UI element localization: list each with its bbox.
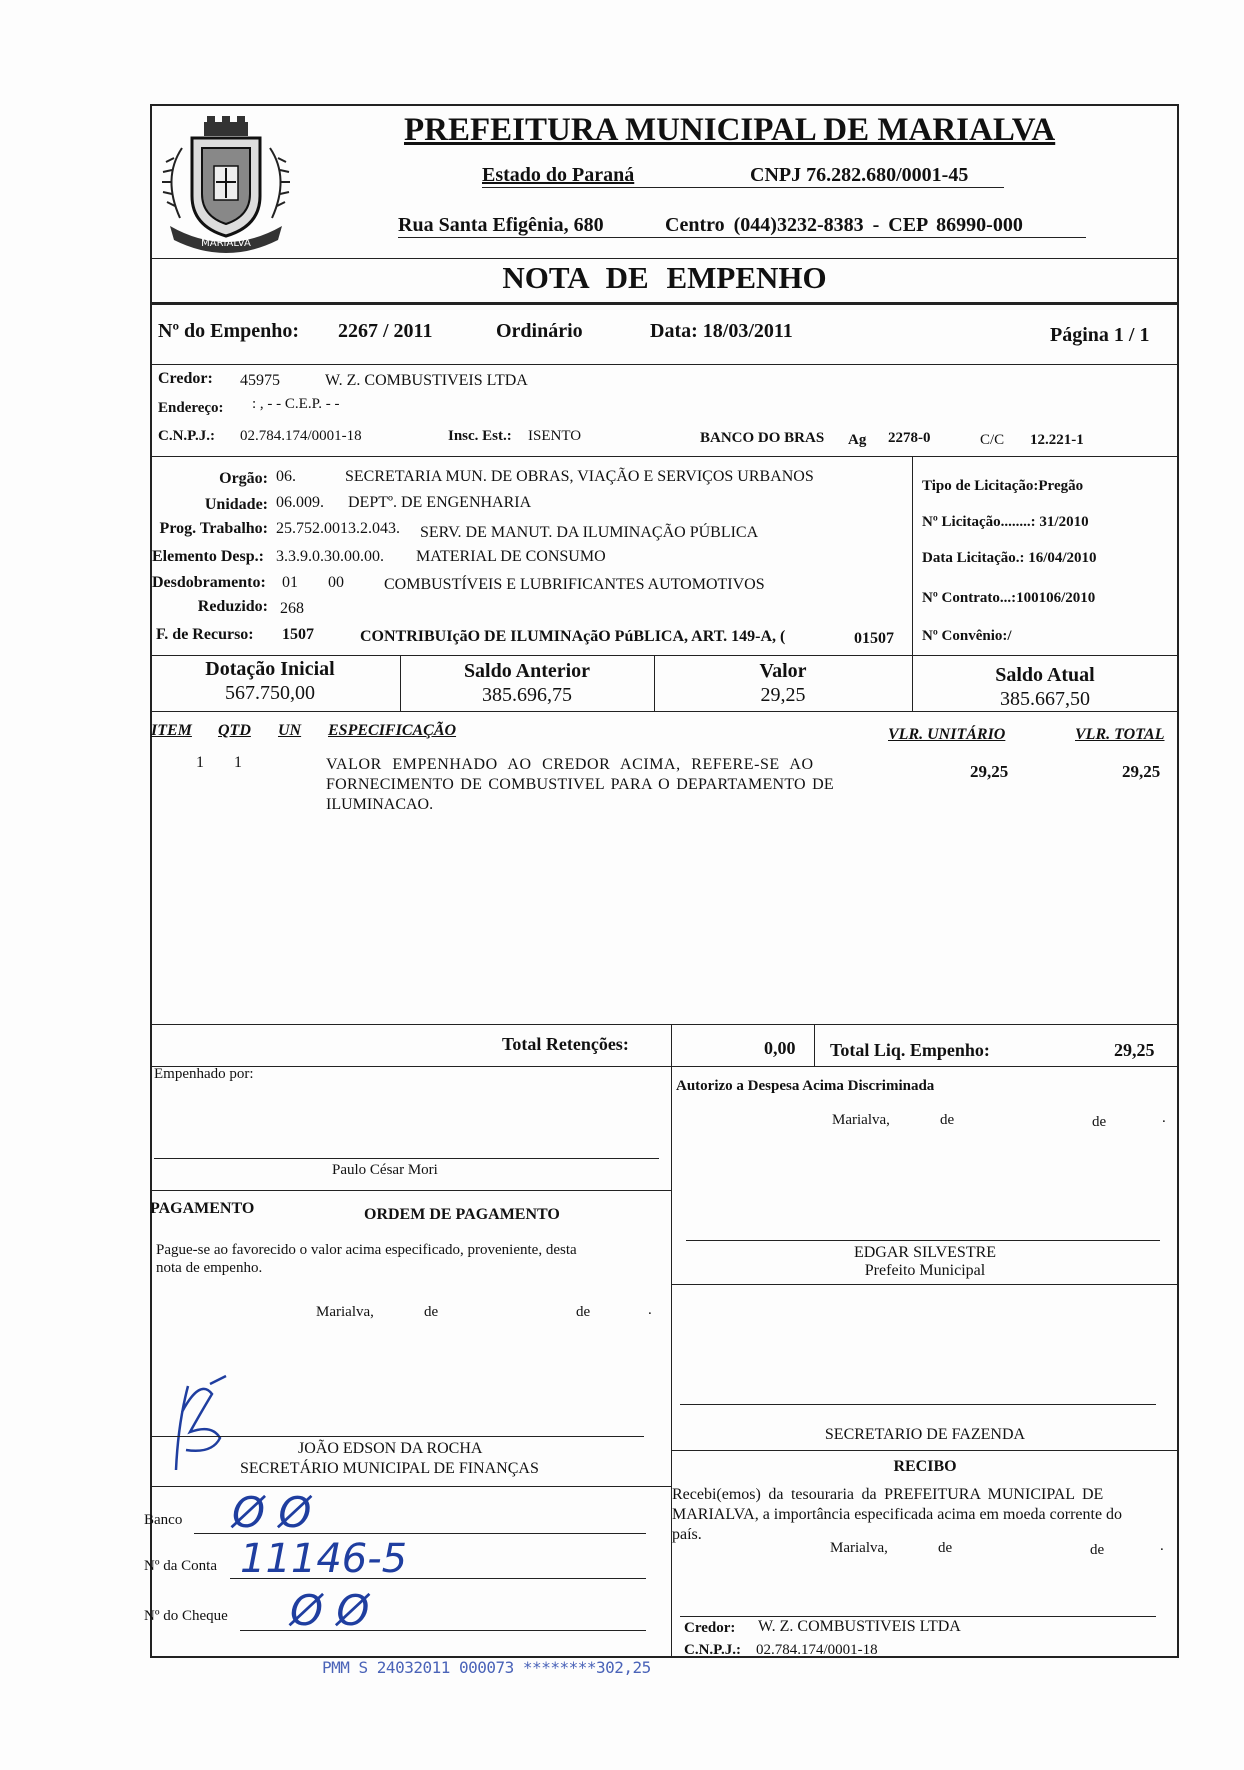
address-underline <box>398 237 1086 238</box>
col-un: UN <box>278 722 302 739</box>
autorizo-de-2: de <box>1092 1114 1107 1130</box>
cc-value: 12.221-1 <box>1030 432 1084 448</box>
recurso-label: F. de Recurso: <box>156 626 254 643</box>
autorizo-de-1: de <box>940 1112 955 1128</box>
agency-label: Ag <box>848 432 867 448</box>
empenhado-por-name: Paulo César Mori <box>332 1162 438 1178</box>
licitacao-contrato: Nº Contrato...:100106/2010 <box>922 590 1096 606</box>
item-desc-line2: FORNECIMENTO DE COMBUSTIVEL PARA O DEPARTAMENTO DE <box>326 776 834 793</box>
cc-label: C/C <box>980 432 1005 448</box>
divider <box>151 1486 671 1487</box>
credor-label: Credor: <box>158 370 213 387</box>
col-qtd: QTD <box>218 722 251 739</box>
saldo-atual-label: Saldo Atual <box>995 664 1095 686</box>
divider-vertical <box>671 1024 672 1066</box>
autorizo-label: Autorizo a Despesa Acima Discriminada <box>676 1078 935 1094</box>
retencoes-label: Total Retenções: <box>502 1034 629 1054</box>
divider <box>151 1190 671 1191</box>
orgao-label: Orgão: <box>219 470 268 487</box>
insc-label: Insc. Est.: <box>448 428 512 444</box>
autorizo-marialva: Marialva, <box>832 1112 890 1128</box>
empenho-type: Ordinário <box>496 320 583 342</box>
divider <box>151 655 1178 656</box>
reduzido-label: Reduzido: <box>197 598 268 615</box>
credor-cnpj-value: 02.784.174/0001-18 <box>240 428 362 444</box>
recibo-de-1: de <box>938 1540 953 1556</box>
desdobramento-code2: 00 <box>328 574 344 591</box>
ordem-de-1: de <box>424 1304 439 1320</box>
recibo-text-3: país. <box>672 1526 702 1543</box>
recibo-cnpj-label: C.N.P.J.: <box>684 1642 741 1658</box>
divider <box>671 1284 1178 1285</box>
saldo-anterior-value: 385.696,75 <box>482 684 572 706</box>
elemento-name: MATERIAL DE CONSUMO <box>416 548 606 565</box>
col-item: ITEM <box>151 722 192 739</box>
recurso-code: 1507 <box>282 626 314 643</box>
finance-name: JOÃO EDSON DA ROCHA <box>298 1440 483 1457</box>
address-label: Rua Santa Efigênia, 680 <box>398 214 604 236</box>
divider-vertical <box>912 457 913 656</box>
item-qtd: 1 <box>234 754 242 771</box>
district-phone-cep: Centro (044)3232-8383 - CEP 86990-000 <box>665 214 1023 236</box>
recibo-marialva: Marialva, <box>830 1540 888 1556</box>
bank-name: BANCO DO BRAS <box>700 430 825 446</box>
prefeito-title: Prefeito Municipal <box>864 1262 986 1279</box>
recurso-name: CONTRIBUIçãO DE ILUMINAçãO PúBLICA, ART. 149-A, ( <box>360 628 786 645</box>
divider <box>151 258 1178 259</box>
cnpj-label: CNPJ 76.282.680/0001-45 <box>750 164 969 186</box>
doc-title: NOTA DE EMPENHO <box>502 260 827 295</box>
unidade-name: DEPTº. DE ENGENHARIA <box>348 494 532 511</box>
signature-line <box>150 1436 644 1437</box>
svg-text:MARIALVA: MARIALVA <box>201 238 251 249</box>
divider <box>151 302 1178 305</box>
autorizo-dot: . <box>1162 1110 1166 1126</box>
fazenda-label: SECRETARIO DE FAZENDA <box>824 1426 1026 1443</box>
divider <box>151 364 1178 365</box>
cheque-handwriting: Ø Ø <box>290 1586 370 1635</box>
finance-title: SECRETÁRIO MUNICIPAL DE FINANÇAS <box>240 1460 539 1477</box>
signature-line <box>686 1240 1160 1241</box>
divider <box>151 1066 1178 1067</box>
reduzido-value: 268 <box>280 600 304 617</box>
recibo-text-2: MARIALVA, a importância especificada acima em moeda corrente do <box>672 1506 1123 1523</box>
credor-code: 45975 <box>240 372 280 389</box>
ordem-dot: . <box>648 1302 652 1318</box>
state-underline <box>482 187 1004 188</box>
saldo-anterior-label: Saldo Anterior <box>463 660 591 682</box>
item-unit-value: 29,25 <box>970 762 1009 781</box>
prog-label: Prog. Trabalho: <box>159 520 268 537</box>
total-liq-value: 29,25 <box>1114 1040 1155 1060</box>
item-desc-line3: ILUMINACAO. <box>326 796 434 813</box>
agency-value: 2278-0 <box>888 430 931 446</box>
pagamento-label: PAGAMENTO <box>150 1200 255 1217</box>
signature-line <box>680 1616 1156 1617</box>
elemento-label: Elemento Desp.: <box>152 548 264 565</box>
recurso-code2: 01507 <box>854 630 894 647</box>
licitacao-numero: Nº Licitação........: 31/2010 <box>922 514 1089 530</box>
item-desc-line1: VALOR EMPENHADO AO CREDOR ACIMA, REFERE-SE AO <box>326 756 814 773</box>
col-total: VLR. TOTAL <box>1075 726 1165 743</box>
saldo-atual-value: 385.667,50 <box>1000 688 1090 710</box>
pague-text-2: nota de empenho. <box>156 1260 263 1276</box>
orgao-code: 06. <box>276 468 296 485</box>
dotacao-inicial-label: Dotação Inicial <box>205 658 335 680</box>
recibo-credor-label: Credor: <box>684 1620 736 1636</box>
col-unit: VLR. UNITÁRIO <box>888 726 1006 743</box>
endereco-label: Endereço: <box>158 400 224 416</box>
licitacao-data: Data Licitação.: 16/04/2010 <box>922 550 1097 566</box>
orgao-name: SECRETARIA MUN. DE OBRAS, VIAÇÃO E SERVIÇOS URBANOS <box>345 468 814 485</box>
dotacao-inicial-value: 567.750,00 <box>225 682 315 704</box>
recibo-cnpj-value: 02.784.174/0001-18 <box>756 1642 878 1658</box>
licitacao-convenio: Nº Convênio:/ <box>922 628 1012 644</box>
credor-name: W. Z. COMBUSTIVEIS LTDA <box>325 372 528 389</box>
total-liq-label: Total Liq. Empenho: <box>830 1040 990 1060</box>
signature-line <box>154 1158 659 1159</box>
empenho-number: 2267 / 2011 <box>338 320 433 342</box>
valor-label: Valor <box>759 660 807 682</box>
prog-name: SERV. DE MANUT. DA ILUMINAÇÃO PÚBLICA <box>420 524 759 541</box>
item-number: 1 <box>196 754 204 771</box>
licitacao-tipo: Tipo de Licitação:Pregão <box>922 478 1084 494</box>
signature-line <box>680 1404 1156 1405</box>
empenhado-por-label: Empenhado por: <box>154 1066 254 1082</box>
divider <box>151 456 1178 457</box>
ordem-de-2: de <box>576 1304 591 1320</box>
empenho-label: Nº do Empenho: <box>158 320 300 342</box>
divider <box>671 1450 1178 1451</box>
valor-value: 29,25 <box>760 684 806 706</box>
divider-vertical <box>671 1066 672 1658</box>
recibo-credor-value: W. Z. COMBUSTIVEIS LTDA <box>758 1618 961 1635</box>
divider <box>151 1024 1178 1025</box>
desdobramento-label: Desdobramento: <box>152 574 266 591</box>
ordem-label: ORDEM DE PAGAMENTO <box>364 1206 560 1223</box>
endereco-value: : , - - C.E.P. - - <box>252 396 340 412</box>
pague-text-1: Pague-se ao favorecido o valor acima especificado, proveniente, desta <box>156 1242 577 1258</box>
recibo-dot: . <box>1160 1538 1164 1554</box>
page-title: PREFEITURA MUNICIPAL DE MARIALVA <box>404 112 1056 148</box>
recibo-text-1: Recebi(emos) da tesouraria da PREFEITURA MUNICIPAL DE <box>672 1486 1104 1503</box>
recibo-label: RECIBO <box>893 1458 957 1475</box>
insc-value: ISENTO <box>528 428 582 444</box>
divider <box>151 711 1178 712</box>
banco-handwriting: Ø Ø <box>232 1488 312 1537</box>
col-espec: ESPECIFICAÇÃO <box>328 722 457 739</box>
recibo-de-2: de <box>1090 1542 1105 1558</box>
ordem-marialva: Marialva, <box>316 1304 374 1320</box>
desdobramento-code1: 01 <box>282 574 298 591</box>
cheque-label: Nº do Cheque <box>144 1608 228 1624</box>
empenho-date: Data: 18/03/2011 <box>650 320 793 342</box>
elemento-code: 3.3.9.0.30.00.00. <box>276 548 384 565</box>
divider-vertical <box>814 1024 815 1066</box>
conta-label: Nº da Conta <box>144 1558 217 1574</box>
item-total-value: 29,25 <box>1122 762 1161 781</box>
credor-cnpj-label: C.N.P.J.: <box>158 428 215 444</box>
finance-signature <box>160 1374 250 1479</box>
prefeito-name: EDGAR SILVESTRE <box>853 1244 997 1261</box>
state-label: Estado do Paraná <box>482 164 635 186</box>
unidade-code: 06.009. <box>276 494 324 511</box>
retencoes-value: 0,00 <box>764 1038 796 1058</box>
banco-label: Banco <box>144 1512 183 1528</box>
payment-stamp: PMM S 24032011 000073 ********302,25 <box>322 1658 651 1677</box>
conta-handwriting: 11146-5 <box>240 1536 408 1582</box>
prog-code: 25.752.0013.2.043. <box>276 520 400 537</box>
unidade-label: Unidade: <box>204 496 268 513</box>
page-number: Página 1 / 1 <box>1050 324 1150 346</box>
desdobramento-name: COMBUSTÍVEIS E LUBRIFICANTES AUTOMOTIVOS <box>384 576 765 593</box>
